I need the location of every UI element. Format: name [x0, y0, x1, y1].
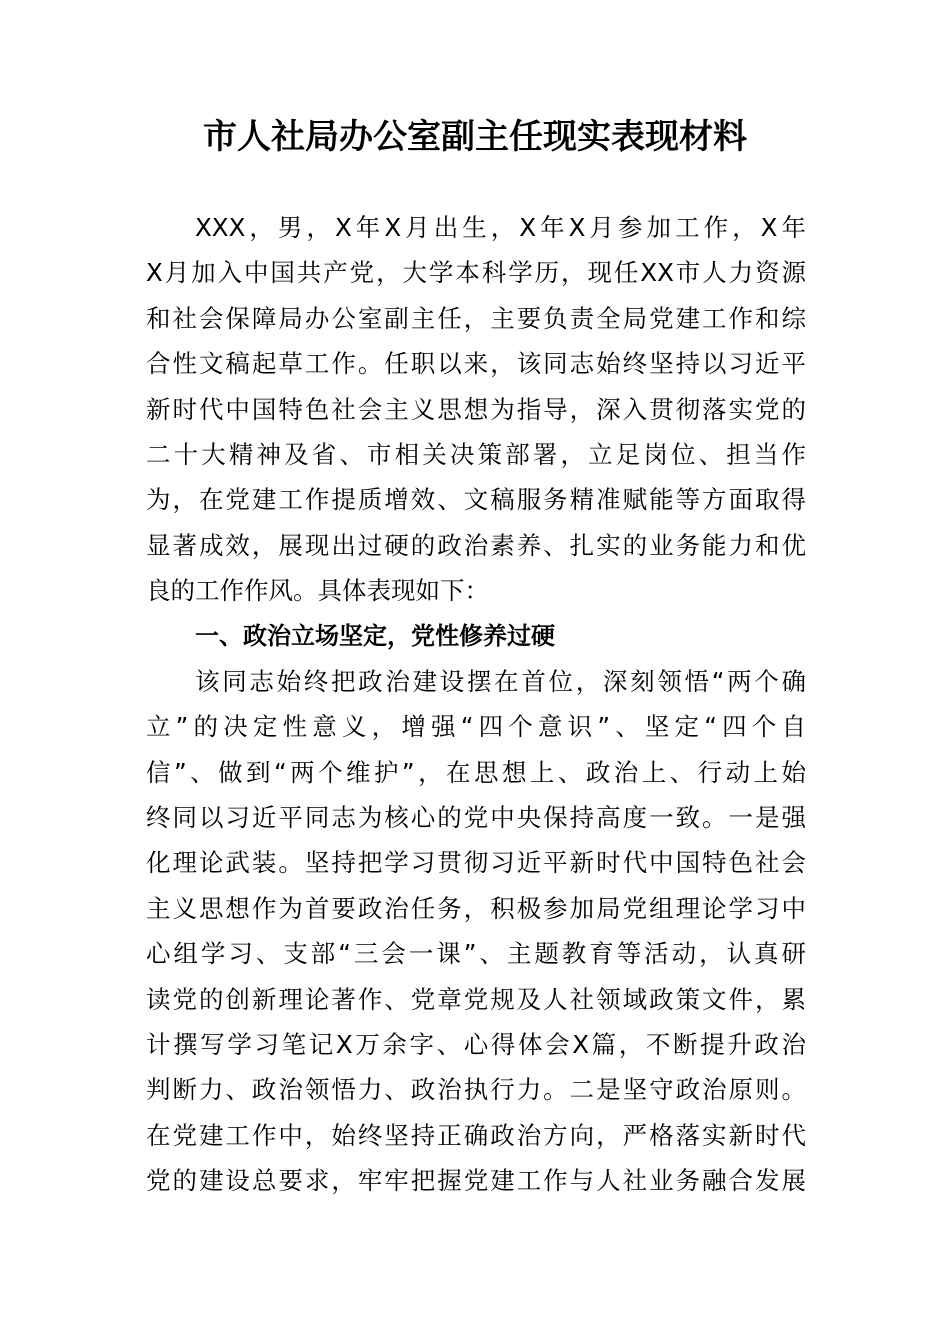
- text-line: 新时代中国特色社会主义思想为指导，深入贯彻落实党的: [146, 394, 806, 424]
- text-line: 二十大精神及省、市相关决策部署，立足岗位、担当作: [146, 439, 806, 469]
- text-line: 和社会保障局办公室副主任，主要负责全局党建工作和综: [146, 303, 806, 333]
- text-line: 立”的决定性意义，增强“四个意识”、坚定“四个自: [146, 712, 806, 742]
- text-line: 终同以习近平同志为核心的党中央保持高度一致。一是强: [146, 803, 806, 833]
- text-line: 良的工作作风。具体表现如下：: [146, 576, 489, 606]
- text-line: 化理论武装。坚持把学习贯彻习近平新时代中国特色社会: [146, 848, 806, 878]
- text-line: 主义思想作为首要政治任务，积极参加局党组理论学习中: [146, 893, 806, 923]
- section-1-paragraph: [146, 659, 806, 1204]
- text-line: 在党建工作中，始终坚持正确政治方向，严格落实新时代: [146, 1120, 806, 1150]
- text-line: 合性文稿起草工作。任职以来，该同志始终坚持以习近平: [146, 349, 806, 379]
- text-line: 心组学习、支部“三会一课”、主题教育等活动，认真研: [146, 939, 806, 969]
- text-line: 读党的创新理论著作、党章党规及人社领域政策文件，累: [146, 984, 806, 1014]
- text-line: 党的建设总要求，牢牢把握党建工作与人社业务融合发展: [146, 1166, 806, 1196]
- document-body: [146, 205, 806, 1204]
- text-line: 信”、做到“两个维护”，在思想上、政治上、行动上始: [146, 757, 806, 787]
- text-line: XXX，男，X年X月出生，X年X月参加工作，X年: [195, 213, 806, 242]
- text-line: 为，在党建工作提质增效、文稿服务精准赋能等方面取得: [146, 485, 806, 515]
- intro-paragraph: [146, 205, 806, 614]
- text-line: 计撰写学习笔记X万余字、心得体会X篇，不断提升政治: [146, 1030, 806, 1060]
- document-title: 市人社局办公室副主任现实表现材料: [203, 117, 747, 157]
- text-line: 显著成效，展现出过硬的政治素养、扎实的业务能力和优: [146, 530, 806, 560]
- text-line: 判断力、政治领悟力、政治执行力。二是坚守政治原则。: [146, 1075, 806, 1105]
- section-heading: 一、政治立场坚定，党性修养过硬: [195, 621, 555, 650]
- text-line: X月加入中国共产党，大学本科学历，现任XX市人力资源: [146, 258, 806, 288]
- text-line: 该同志始终把政治建设摆在首位，深刻领悟“两个确: [195, 666, 806, 696]
